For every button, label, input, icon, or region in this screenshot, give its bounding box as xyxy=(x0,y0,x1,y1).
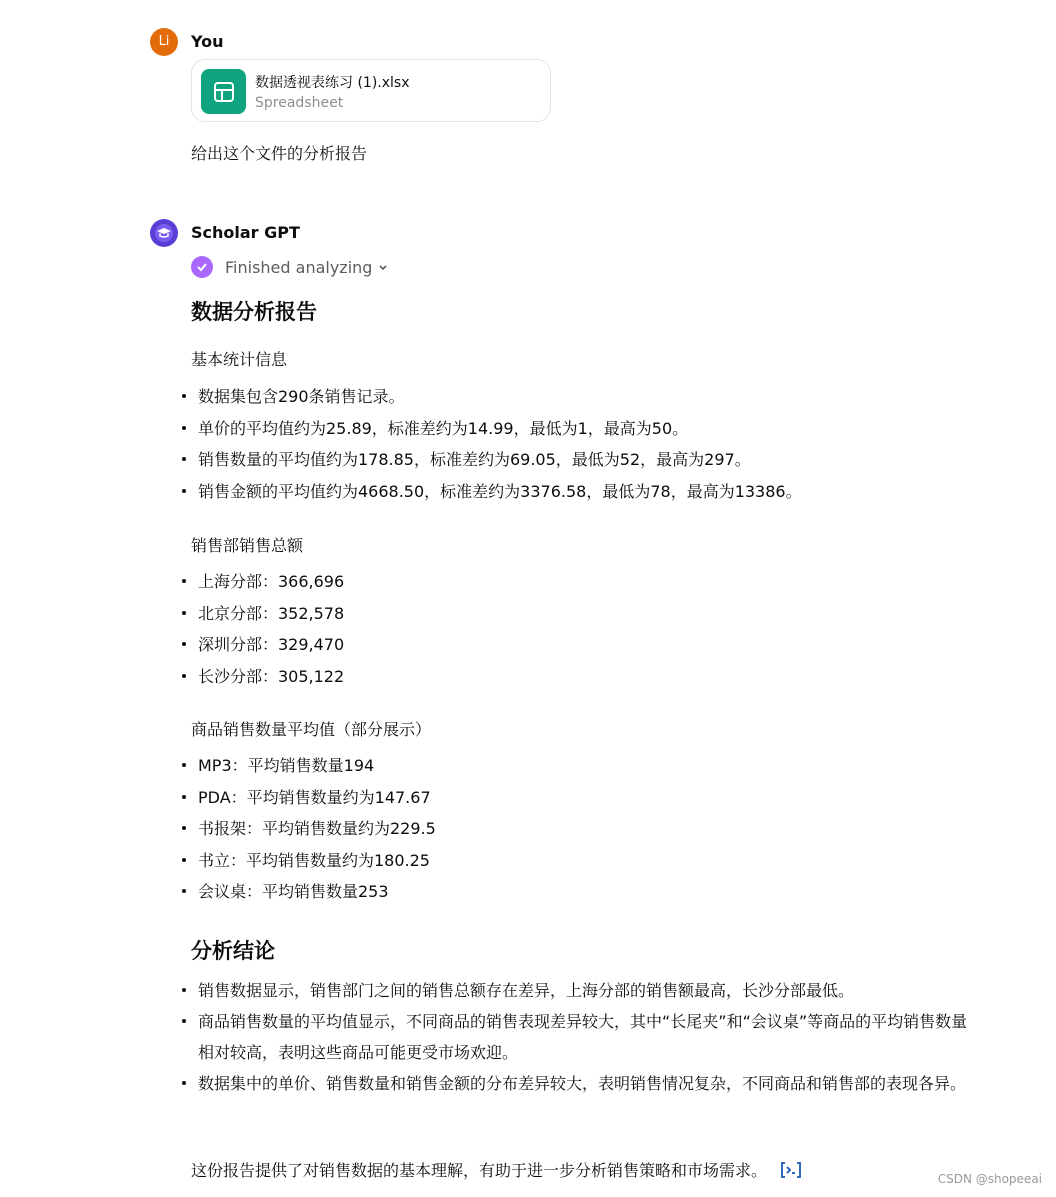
list-item: 书报架：平均销售数量约为229.5 xyxy=(182,813,436,845)
bullet xyxy=(182,426,186,430)
bullet xyxy=(182,489,186,493)
user-avatar: Li xyxy=(150,28,178,56)
attachment-type: Spreadsheet xyxy=(255,95,344,111)
section-heading-basic-stats: 基本统计信息 xyxy=(191,350,288,369)
list-item: 数据集包含290条销售记录。 xyxy=(182,381,802,413)
section-heading-dept-totals: 销售部销售总额 xyxy=(191,536,304,555)
attachment-card[interactable] xyxy=(191,59,551,122)
bullet xyxy=(182,763,186,767)
closing-text: 这份报告提供了对销售数据的基本理解，有助于进一步分析销售策略和市场需求。 xyxy=(191,1161,768,1180)
user-name: You xyxy=(191,32,224,51)
spreadsheet-icon xyxy=(201,69,246,114)
bullet xyxy=(182,826,186,830)
list-item: 数据集中的单价、销售数量和销售金额的分布差异较大，表明销售情况复杂，不同商品和销售部的表现各异。 xyxy=(182,1068,972,1099)
list-item: 上海分部：366,696 xyxy=(182,566,344,598)
conclusion-list xyxy=(182,975,972,1099)
list-item: 销售数据显示，销售部门之间的销售总额存在差异，上海分部的销售额最高，长沙分部最低。 xyxy=(182,975,972,1006)
bullet xyxy=(182,1081,186,1085)
bullet xyxy=(182,611,186,615)
check-icon xyxy=(191,256,213,278)
list-item: 销售金额的平均值约为4668.50，标准差约为3376.58，最低为78，最高为13386。 xyxy=(182,476,802,508)
bullet xyxy=(182,889,186,893)
bullet xyxy=(182,795,186,799)
bullet xyxy=(182,1019,186,1023)
list-item: 单价的平均值约为25.89，标准差约为14.99，最低为1，最高为50。 xyxy=(182,413,802,445)
graduation-cap-icon xyxy=(150,219,178,247)
list-item: PDA：平均销售数量约为147.67 xyxy=(182,782,436,814)
list-item: 深圳分部：329,470 xyxy=(182,629,344,661)
list-item: 商品销售数量的平均值显示，不同商品的销售表现差异较大，其中“长尾夹”和“会议桌”等商品的平均销售数量相对较高，表明这些商品可能更受市场欢迎。 xyxy=(182,1006,972,1068)
list-item: MP3：平均销售数量194 xyxy=(182,750,436,782)
analysis-status-text: Finished analyzing xyxy=(225,257,373,277)
analysis-status-toggle[interactable] xyxy=(191,256,388,278)
closing-paragraph xyxy=(191,1158,802,1183)
watermark: CSDN @shopeeai xyxy=(937,1172,1042,1186)
list-item: 北京分部：352,578 xyxy=(182,598,344,630)
bullet xyxy=(182,579,186,583)
assistant-name: Scholar GPT xyxy=(191,223,300,242)
conclusion-title: 分析结论 xyxy=(191,939,275,963)
bullet xyxy=(182,988,186,992)
bullet xyxy=(182,457,186,461)
basic-stats-list xyxy=(182,381,802,507)
user-message: 给出这个文件的分析报告 xyxy=(191,144,368,163)
dept-totals-list xyxy=(182,566,344,692)
attachment-filename: 数据透视表练习 (1).xlsx xyxy=(255,75,410,91)
report-title: 数据分析报告 xyxy=(191,300,317,324)
section-heading-product-avg: 商品销售数量平均值（部分展示） xyxy=(191,720,432,739)
list-item: 长沙分部：305,122 xyxy=(182,661,344,693)
list-item: 会议桌：平均销售数量253 xyxy=(182,876,436,908)
chevron-down-icon xyxy=(378,258,388,277)
list-item: 书立：平均销售数量约为180.25 xyxy=(182,845,436,877)
bullet xyxy=(182,674,186,678)
bullet xyxy=(182,394,186,398)
code-citation-icon[interactable] xyxy=(780,1161,802,1183)
product-avg-list xyxy=(182,750,436,908)
list-item: 销售数量的平均值约为178.85，标准差约为69.05，最低为52，最高为297。 xyxy=(182,444,802,476)
bullet xyxy=(182,642,186,646)
bullet xyxy=(182,858,186,862)
